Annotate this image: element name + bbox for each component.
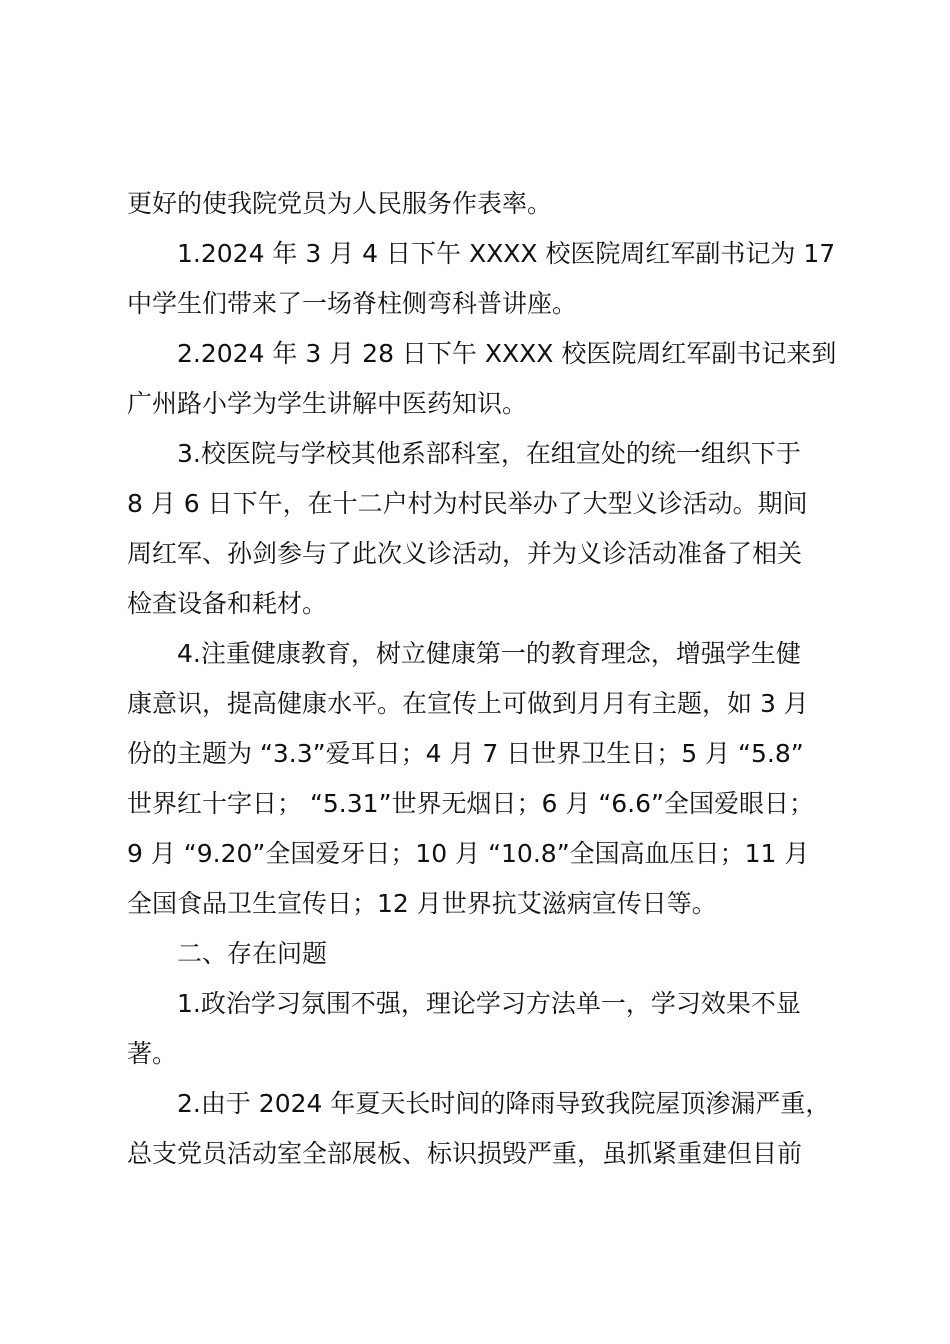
text-line: 份的主题为 “3.3”爱耳日；4 月 7 日世界卫生日；5 月 “5.8” [127,739,804,768]
text-line: 1.政治学习氛围不强，理论学习方法单一，学习效果不显 [177,989,801,1018]
text-line: 更好的使我院党员为人民服务作表率。 [127,189,553,218]
text-line: 2.2024 年 3 月 28 日下午 XXXX 校医院周红军副书记来到 [177,339,837,368]
text-line: 2.由于 2024 年夏天长时间的降雨导致我院屋顶渗漏严重， [177,1089,831,1118]
text-line: 总支党员活动室全部展板、标识损毁严重，虽抓紧重建但目前 [127,1139,803,1168]
text-line: 康意识，提高健康水平。在宣传上可做到月月有主题，如 3 月 [127,689,809,718]
text-line: 3.校医院与学校其他系部科室，在组宣处的统一组织下于 [177,439,801,468]
text-line: 广州路小学为学生讲解中医药知识。 [127,389,528,418]
text-line: 著。 [127,1039,178,1068]
text-line: 周红军、孙剑参与了此次义诊活动，并为义诊活动准备了相关 [127,539,803,568]
section-heading: 二、存在问题 [177,939,328,968]
text-line: 世界红十字日； “5.31”世界无烟日；6 月 “6.6”全国爱眼日； [127,789,814,818]
text-line: 中学生们带来了一场脊柱侧弯科普讲座。 [127,289,578,318]
text-line: 8 月 6 日下午，在十二户村为村民举办了大型义诊活动。期间 [127,489,808,518]
text-line: 9 月 “9.20”全国爱牙日；10 月 “10.8”全国高血压日；11 月 [127,839,810,868]
text-line: 检查设备和耗材。 [127,589,328,618]
text-line: 4.注重健康教育，树立健康第一的教育理念，增强学生健 [177,639,801,668]
text-line: 1.2024 年 3 月 4 日下午 XXXX 校医院周红军副书记为 17 [177,239,836,268]
text-line: 全国食品卫生宣传日；12 月世界抗艾滋病宣传日等。 [127,889,717,918]
